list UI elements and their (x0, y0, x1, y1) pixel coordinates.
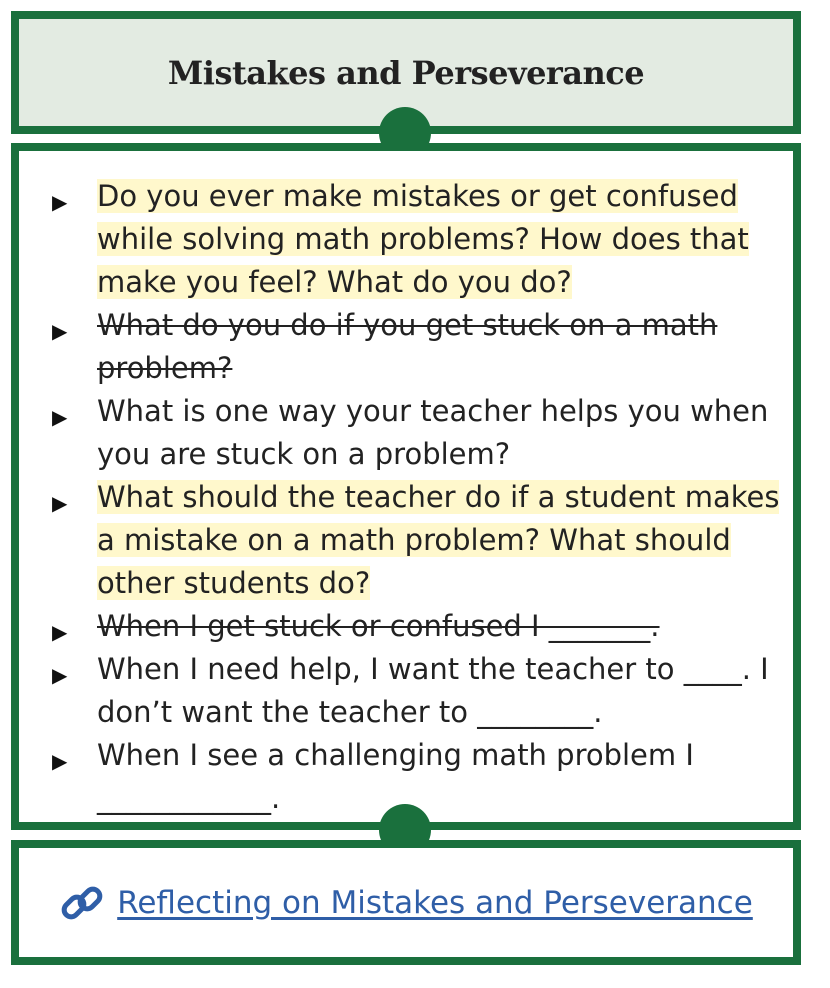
resource-link-label[interactable]: Reflecting on Mistakes and Perseverance (117, 884, 753, 921)
triangle-bullet-icon: ▶ (52, 319, 68, 343)
question-text: When I see a challenging math problem I ____________. (97, 738, 694, 815)
list-item (52, 175, 797, 304)
triangle-bullet-icon: ▶ (52, 620, 68, 644)
triangle-bullet-icon: ▶ (52, 190, 68, 214)
question-text: When I get stuck or confused I _______. (97, 609, 660, 643)
list-item (52, 304, 797, 390)
list-item (52, 648, 797, 734)
list-item (52, 390, 797, 476)
questions-panel (11, 143, 801, 830)
list-item (52, 476, 797, 605)
list-item (52, 734, 797, 820)
resource-link[interactable] (59, 880, 753, 926)
page-title: Mistakes and Perseverance (167, 53, 645, 92)
link-panel (11, 840, 801, 965)
question-text: What should the teacher do if a student makes a mistake on a math problem? What should other students do? (97, 480, 780, 600)
triangle-bullet-icon: ▶ (52, 491, 68, 515)
list-item (52, 605, 797, 648)
question-text: What is one way your teacher helps you when you are stuck on a problem? (97, 394, 769, 471)
triangle-bullet-icon: ▶ (52, 663, 68, 687)
triangle-bullet-icon: ▶ (52, 405, 68, 429)
question-text: When I need help, I want the teacher to ____. I don’t want the teacher to ________. (97, 652, 769, 729)
triangle-bullet-icon: ▶ (52, 749, 68, 773)
question-list (52, 175, 797, 820)
link-icon (59, 880, 105, 926)
question-text: Do you ever make mistakes or get confused while solving math problems? How does that make you feel? What do you do? (97, 179, 749, 299)
question-text: What do you do if you get stuck on a math problem? (97, 308, 718, 385)
